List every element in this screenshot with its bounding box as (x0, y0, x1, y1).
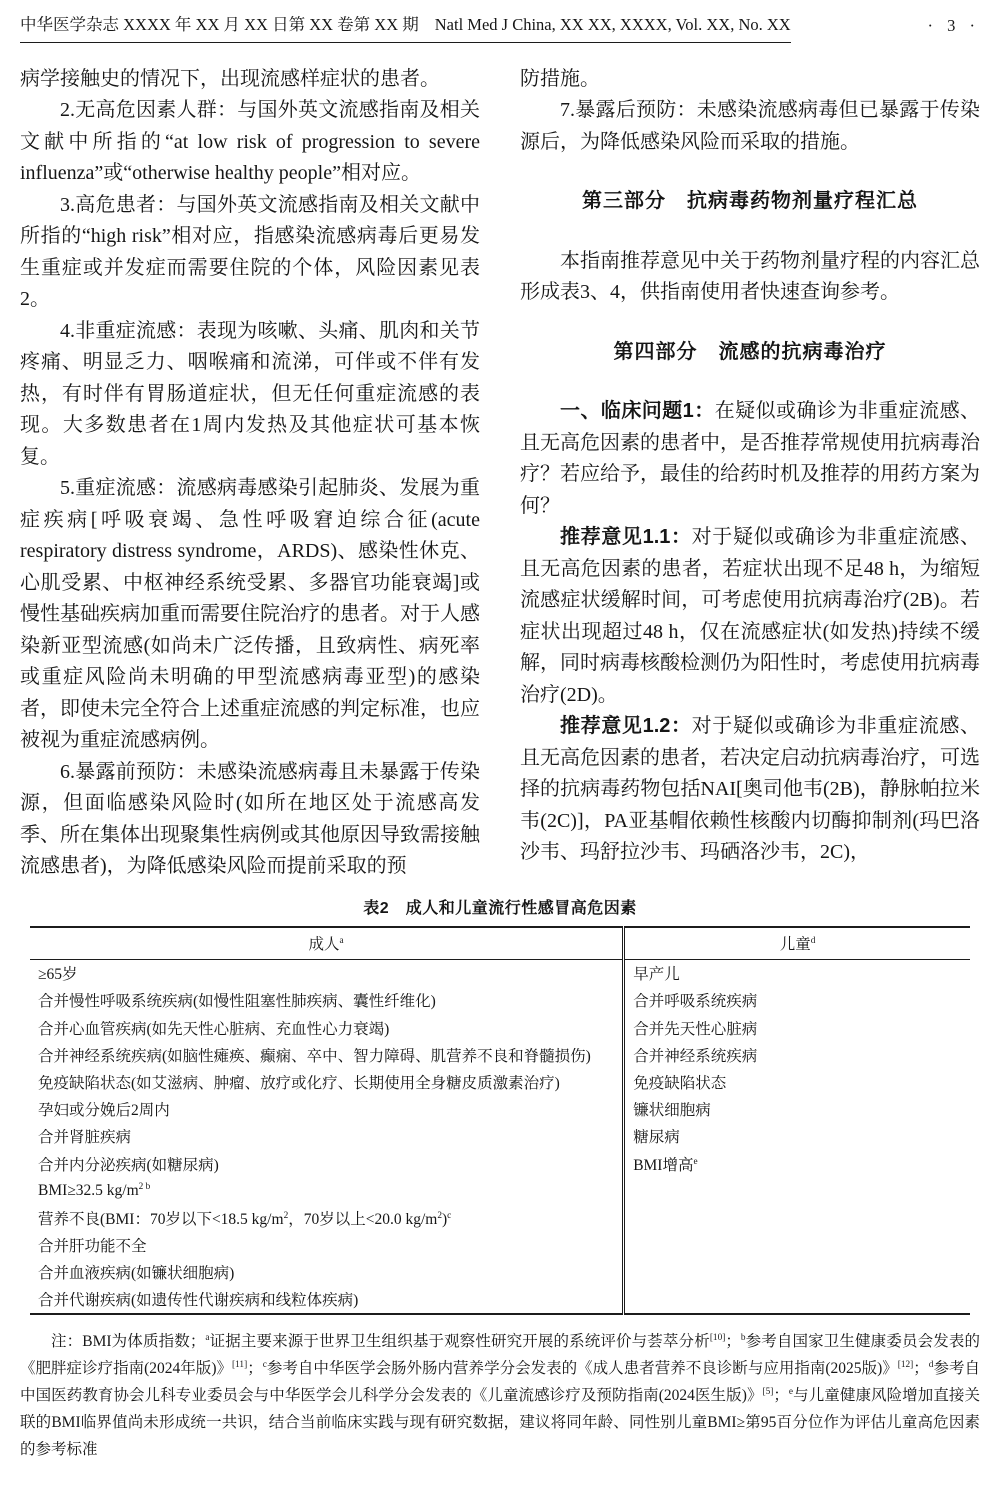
page-number: · 3 · (927, 16, 980, 35)
page-header (20, 15, 980, 43)
paragraph-recommendation-1-2: 推荐意见1.2：对于疑似或确诊为非重症流感、且无高危因素的患者，若决定启动抗病毒治疗，可选择的抗病毒药物包括NAI[奥司他韦(2B)，静脉帕拉米韦(2C)]，PA亚基帽依赖性核酸内切酶抑制剂(玛巴洛沙韦、玛舒拉沙韦、玛硒洛沙韦，2C)， (520, 715, 980, 864)
left-column (20, 64, 480, 883)
adult-cell: 免疫缺陷状态(如艾滋病、肿瘤、放疗或化疗、长期使用全身糖皮质激素治疗) (38, 1074, 560, 1092)
adult-cell: 营养不良(BMI：70岁以下<18.5 $kg/m^2$，70岁以上<20.0 $kg/m^2)^c$ (38, 1210, 452, 1228)
table2-section (30, 895, 970, 1315)
journal-title-en: Natl Med J China, XX XX, XXXX, Vol. XX, No. XX (434, 15, 791, 34)
paragraph-continuation: 病学接触史的情况下，出现流感样症状的患者。 (20, 67, 440, 90)
table-row (30, 987, 970, 1014)
table2-column-child: 儿童$^d$ (624, 927, 970, 960)
table2-footnotes: 注：BMI为体质指数；$^a$证据主要来源于世界卫生组织基于观察性研究开展的系统评价与荟萃分析[10]；$^b$参考自国家卫生健康委员会发表的《肥胖症诊疗指南(2024年版)》[11]；$^c$参考自中华医学会肠外肠内营养学分会发表的《成人患者营养不良诊断与应用指南(2025版)》[12]；$^d$参考自中国医药教育协会儿科专业委员会与中华医学会儿科学分会发表的《儿童流感诊疗及预防指南(2024医生版)》[5]；$^e$与儿童健康风险增加直接关联的BMI临界值尚未形成统一共识，结合当前临床实践与现有研究数据，建议将同年龄、同性别儿童BMI≥第95百分位作为评估儿童高危因素的参考标准 (20, 1332, 980, 1459)
table-row (30, 1150, 970, 1177)
section-heading-part4: 第四部分 流感的抗病毒治疗 (613, 340, 887, 363)
adult-cell: BMI≥32.5 $kg/m^{2 b}$ (38, 1181, 151, 1199)
adult-cell: 合并代谢疾病(如遗传性代谢疾病和线粒体疾病) (38, 1292, 359, 1310)
child-cell: 合并呼吸系统疾病 (624, 987, 970, 1014)
table2-header-row (30, 927, 970, 960)
child-cell (624, 1286, 970, 1314)
adult-cell: 合并血液疾病(如镰状细胞病) (38, 1265, 235, 1283)
table-row (30, 1259, 970, 1286)
two-column-body (20, 64, 980, 883)
paragraph-recommendation-1-1: 推荐意见1.1：对于疑似或确诊为非重症流感、且无高危因素的患者，若症状出现不足48 h，为缩短流感症状缓解时间，可考虑使用抗病毒治疗(2B)。若症状出现超过48 h，仅在流感症状(如发热)持续不缓解，同时病毒核酸检测仍为阳性时，考虑使用抗病毒治疗(2D)。 (520, 526, 980, 706)
adult-cell: 合并肝功能不全 (38, 1238, 147, 1256)
table2-title: 表2 成人和儿童流行性感冒高危因素 (363, 899, 637, 917)
child-cell: 合并神经系统疾病 (624, 1041, 970, 1068)
paragraph-item-7: 7.暴露后预防：未感染流感病毒但已暴露于传染源后，为降低感染风险而采取的措施。 (520, 99, 980, 153)
child-cell: 镰状细胞病 (624, 1096, 970, 1123)
table-row (30, 1286, 970, 1314)
child-cell (624, 1177, 970, 1204)
table-row (30, 1096, 970, 1123)
child-cell (624, 1259, 970, 1286)
table-row (30, 1204, 970, 1231)
table-row (30, 1232, 970, 1259)
child-cell (624, 1232, 970, 1259)
adult-cell: 合并慢性呼吸系统疾病(如慢性阻塞性肺疾病、囊性纤维化) (38, 993, 436, 1011)
child-cell: 糖尿病 (624, 1123, 970, 1150)
paragraph-item-3: 3.高危患者：与国外英文流感指南及相关文献中所指的“high risk”相对应，指感染流感病毒后更易发生重症或并发症而需要住院的个体，风险因素见表2。 (20, 193, 480, 311)
paragraph-part3-intro: 本指南推荐意见中关于药物剂量疗程的内容汇总形成表3、4，供指南使用者快速查询参考。 (520, 249, 980, 304)
table-row (30, 1068, 970, 1095)
child-cell: 早产儿 (624, 959, 970, 987)
right-column (520, 64, 980, 883)
adult-cell: 合并肾脏疾病 (38, 1129, 132, 1147)
section-heading-part3: 第三部分 抗病毒药物剂量疗程汇总 (582, 190, 918, 213)
paragraph-item-5: 5.重症流感：流感病毒感染引起肺炎、发展为重症疾病[呼吸衰竭、急性呼吸窘迫综合征(acute respiratory distress syndrome，ARDS)、感染性休克、心肌受累、中枢神经系统受累、多器官功能衰竭]或慢性基础疾病加重而需要住院治疗的患者。对于人感染新亚型流感(如尚未广泛传播，且致病性、病死率或重症风险尚未明确的甲型流感病毒亚型)的感染者，即使未完全符合上述重症流感的判定标准，也应被视为重症流感病例。 (20, 477, 480, 752)
paragraph-item-6: 6.暴露前预防：未感染流感病毒且未暴露于传染源，但面临感染风险时(如所在地区处于流感高发季、所在集体出现聚集性病例或其他原因导致需接触流感患者)，为降低感染风险而提前采取的预 (20, 760, 480, 878)
child-cell: 合并先天性心脏病 (624, 1014, 970, 1041)
table2 (30, 926, 970, 1315)
adult-cell: 合并心血管疾病(如先天性心脏病、充血性心力衰竭) (38, 1020, 390, 1038)
paragraph-item-2: 2.无高危因素人群：与国外英文流感指南及相关文献中所指的“at low risk of progression to severe influenza”或“otherwise healthy people”相对应。 (20, 99, 480, 185)
adult-cell: ≥65岁 (38, 966, 78, 984)
child-cell: BMI增高$^e$ (624, 1150, 970, 1177)
adult-cell: 合并内分泌疾病(如糖尿病) (38, 1156, 219, 1174)
child-cell: 免疫缺陷状态 (624, 1068, 970, 1095)
paragraph-item-4: 4.非重症流感：表现为咳嗽、头痛、肌肉和关节疼痛、明显乏力、咽喉痛和流涕，可伴或不伴有发热，有时伴有胃肠道症状，但无任何重症流感的表现。大多数患者在1周内发热及其他症状可基本恢复。 (20, 319, 480, 468)
adult-cell: 孕妇或分娩后2周内 (38, 1102, 170, 1120)
table-row (30, 959, 970, 987)
child-cell (624, 1204, 970, 1231)
table-row (30, 1041, 970, 1068)
journal-masthead (20, 15, 791, 43)
table2-column-adult: 成人$^a$ (30, 927, 624, 960)
journal-page (0, 15, 1000, 1491)
table-row (30, 1014, 970, 1041)
paragraph-clinical-question-1: 一、临床问题1：在疑似或确诊为非重症流感、且无高危因素的患者中，是否推荐常规使用抗病毒治疗？若应给予，最佳的给药时机及推荐的用药方案为何？ (520, 400, 981, 517)
paragraph-continuation: 防措施。 (520, 67, 600, 90)
journal-title-cn: 中华医学杂志 XXXX 年 XX 月 XX 日第 XX 卷第 XX 期 (20, 15, 419, 34)
adult-cell: 合并神经系统疾病(如脑性瘫痪、癫痫、卒中、智力障碍、肌营养不良和脊髓损伤) (38, 1047, 591, 1065)
table-row (30, 1177, 970, 1204)
table-row (30, 1123, 970, 1150)
